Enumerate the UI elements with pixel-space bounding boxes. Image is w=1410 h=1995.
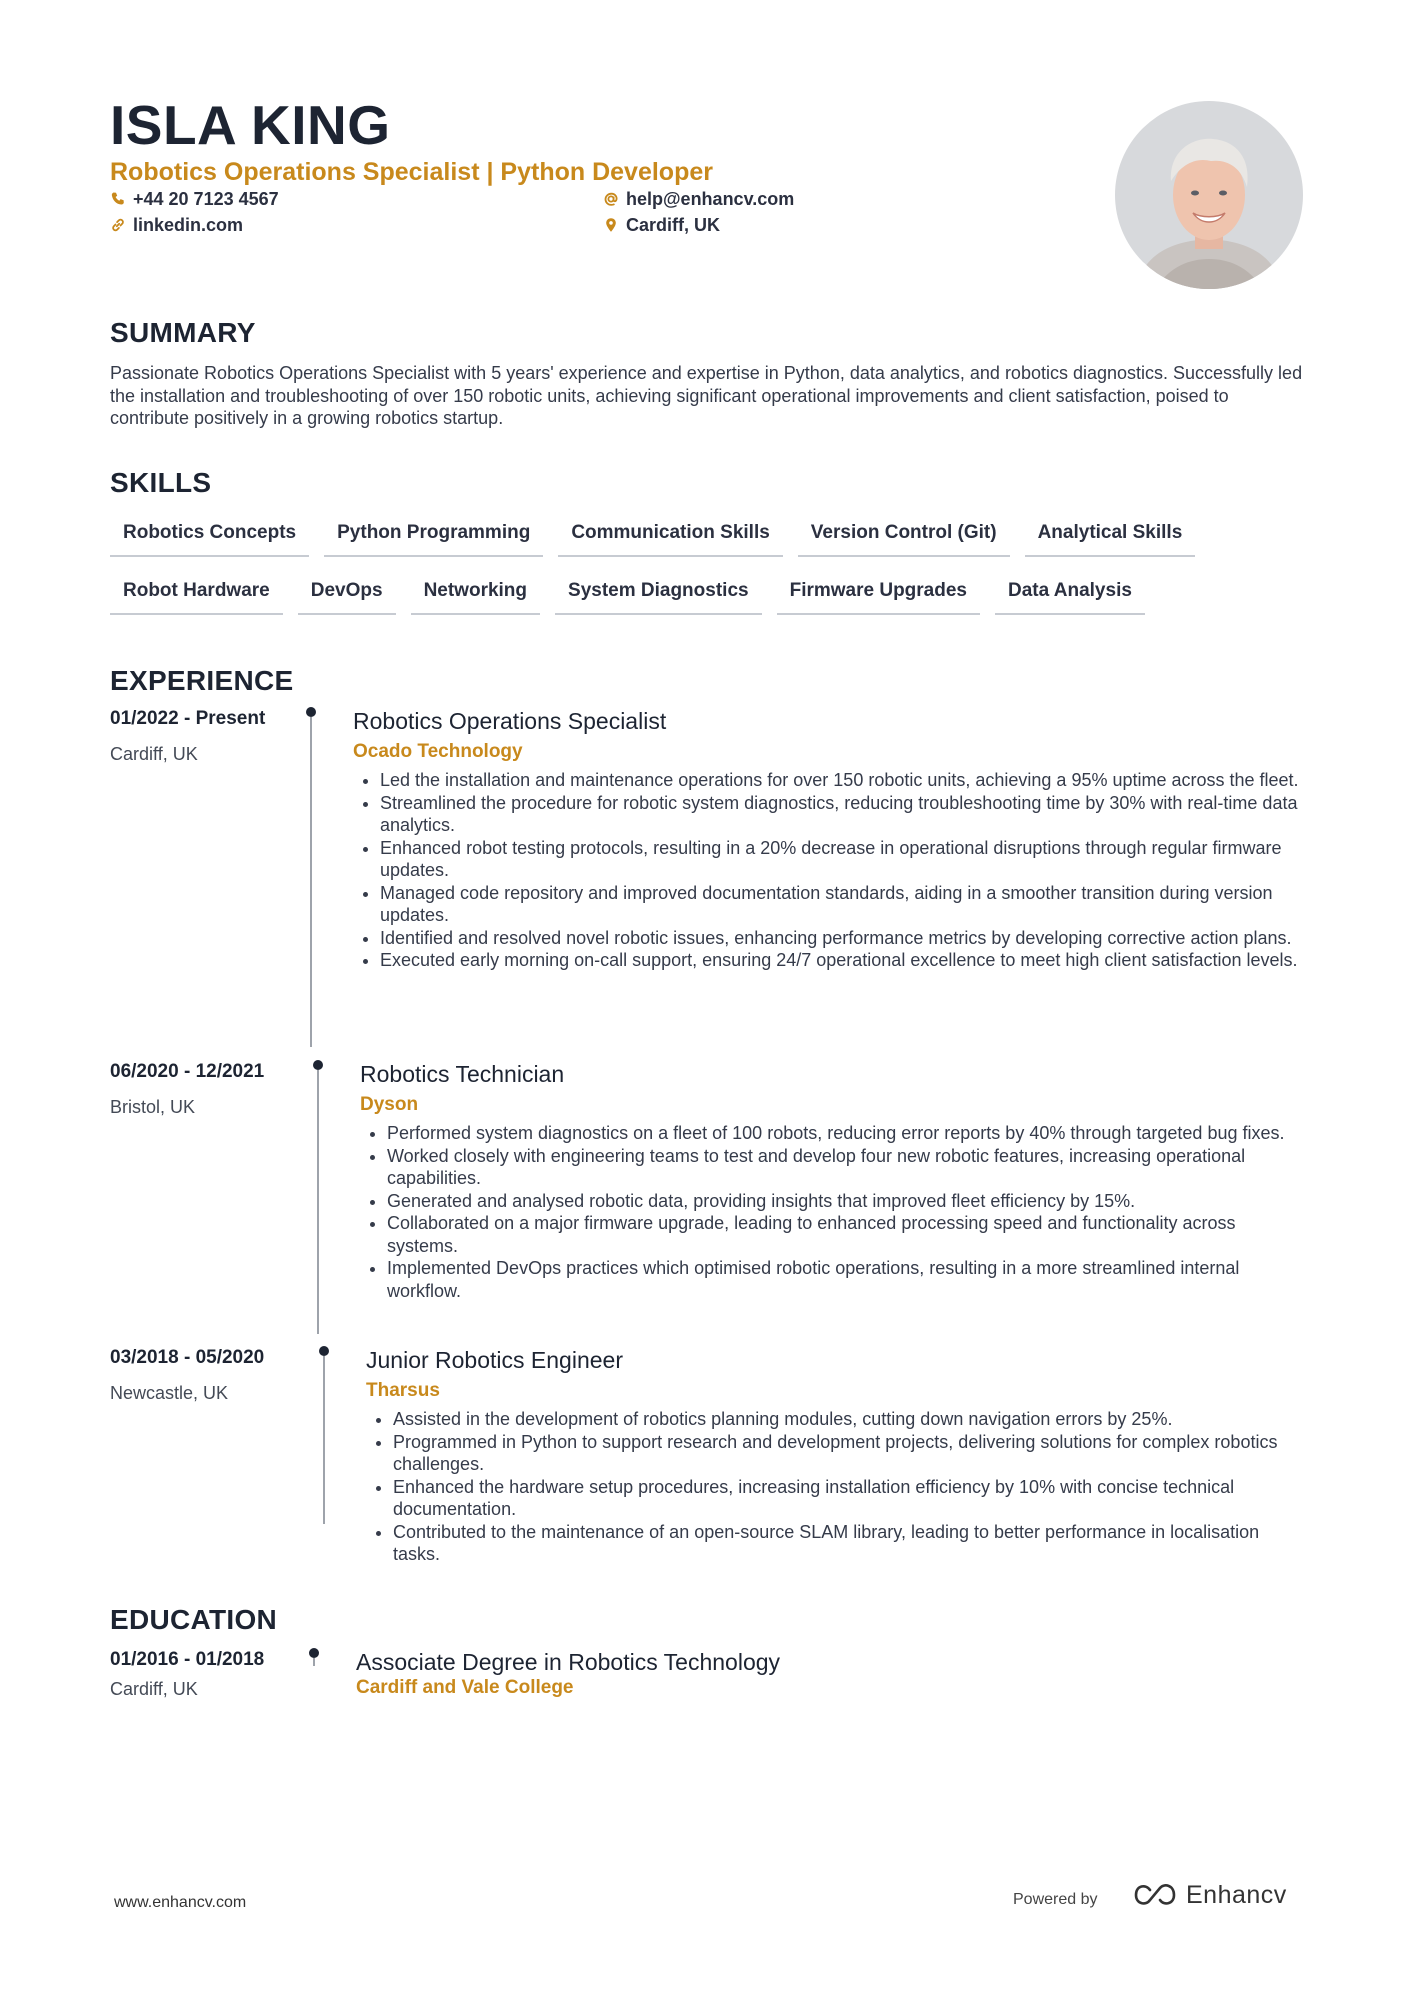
- education-school: Cardiff and Vale College: [356, 1677, 574, 1698]
- portrait-image: [1115, 101, 1303, 289]
- job-bullet: • Led the installation and maintenance operations for over 150 robotic units, achieving a 95% uptime across the fleet.: [380, 769, 1303, 792]
- timeline-dot: [306, 707, 316, 717]
- skill-tag: System Diagnostics: [555, 579, 762, 615]
- job-company: Tharsus: [366, 1380, 440, 1401]
- job-entry: [366, 1345, 1306, 1566]
- job-entry: [353, 706, 1303, 972]
- job-bullet: • Programmed in Python to support research and development projects, delivering solutions for complex robotics challenges.: [393, 1431, 1306, 1476]
- job-company: Ocado Technology: [353, 741, 523, 762]
- job-bullets: [366, 1408, 1306, 1566]
- skill-tag: Python Programming: [324, 521, 543, 557]
- job-bullet: • Worked closely with engineering teams to test and develop four new robotic features, increasing operational capabilities.: [387, 1145, 1305, 1190]
- enhancv-logo: [1132, 1880, 1287, 1910]
- skill-tag: Communication Skills: [558, 521, 782, 557]
- footer-url[interactable]: www.enhancv.com: [114, 1894, 247, 1911]
- job-bullets: [360, 1122, 1305, 1302]
- job-bullets: [353, 769, 1303, 972]
- phone-text: +44 20 7123 4567: [133, 189, 279, 209]
- contact-location: [603, 213, 720, 237]
- at-icon: [603, 191, 619, 207]
- contact-phone: [110, 187, 279, 211]
- timeline-line: [313, 1658, 315, 1666]
- timeline-line: [323, 1356, 325, 1524]
- job-role: Junior Robotics Engineer: [366, 1347, 623, 1373]
- email-text: help@enhancv.com: [626, 189, 795, 209]
- job-bullet: • Implemented DevOps practices which optimised robotic operations, resulting in a more streamlined internal workflow.: [387, 1257, 1305, 1302]
- job-dates: 03/2018 - 05/2020: [110, 1347, 265, 1368]
- job-company: Dyson: [360, 1094, 419, 1115]
- job-bullet: • Streamlined the procedure for robotic system diagnostics, reducing troubleshooting time by 30% with real-time data analytics.: [380, 792, 1303, 837]
- job-location: Newcastle, UK: [110, 1383, 229, 1403]
- candidate-headline: Robotics Operations Specialist | Python Developer: [110, 158, 713, 186]
- skill-tag: Robotics Concepts: [110, 521, 309, 557]
- job-location: Bristol, UK: [110, 1097, 196, 1117]
- timeline-dot: [309, 1648, 319, 1658]
- candidate-name: ISLA KING: [110, 94, 391, 156]
- education-title: EDUCATION: [110, 1604, 278, 1635]
- education-degree: Associate Degree in Robotics Technology: [356, 1649, 781, 1675]
- job-bullet: • Managed code repository and improved documentation standards, aiding in a smoother transition during version updates.: [380, 882, 1303, 927]
- powered-by-label: Powered by: [1013, 1891, 1098, 1908]
- education-entry: [356, 1647, 1256, 1700]
- job-bullet: • Generated and analysed robotic data, providing insights that improved fleet efficiency by 15%.: [387, 1190, 1305, 1213]
- job-bullet: • Executed early morning on-call support, ensuring 24/7 operational excellence to meet high client satisfaction levels.: [380, 949, 1303, 972]
- education-dates: 01/2016 - 01/2018: [110, 1649, 265, 1670]
- job-role: Robotics Operations Specialist: [353, 708, 667, 734]
- profile-photo: [1115, 101, 1303, 289]
- timeline-line: [317, 1070, 319, 1334]
- contact-linkedin[interactable]: [110, 213, 243, 237]
- skill-tag: Firmware Upgrades: [777, 579, 980, 615]
- skill-tag: Version Control (Git): [798, 521, 1010, 557]
- phone-icon: [110, 191, 126, 207]
- job-dates: 06/2020 - 12/2021: [110, 1061, 265, 1082]
- job-dates: 01/2022 - Present: [110, 708, 266, 729]
- job-bullet: • Collaborated on a major firmware upgrade, leading to enhanced processing speed and functionality across systems.: [387, 1212, 1305, 1257]
- skills-title: SKILLS: [110, 467, 212, 498]
- skill-tag: Analytical Skills: [1025, 521, 1196, 557]
- location-text: Cardiff, UK: [626, 215, 720, 235]
- skill-tag: Networking: [411, 579, 540, 615]
- job-bullet: • Contributed to the maintenance of an open-source SLAM library, leading to better performance in localisation tasks.: [393, 1521, 1306, 1566]
- link-icon: [110, 217, 126, 233]
- timeline-line: [310, 717, 312, 1047]
- job-bullet: • Assisted in the development of robotics planning modules, cutting down navigation errors by 25%.: [393, 1408, 1306, 1431]
- job-role: Robotics Technician: [360, 1061, 565, 1087]
- job-bullet: • Enhanced robot testing protocols, resulting in a 20% decrease in operational disruptions through regular firmware updates.: [380, 837, 1303, 882]
- job-location: Cardiff, UK: [110, 744, 198, 764]
- job-bullet: • Enhanced the hardware setup procedures, increasing installation efficiency by 10% with concise technical documentation.: [393, 1476, 1306, 1521]
- job-bullet: • Performed system diagnostics on a fleet of 100 robots, reducing error reports by 40% through targeted bug fixes.: [387, 1122, 1305, 1145]
- skills-row-2: [110, 579, 1160, 615]
- timeline-dot: [313, 1060, 323, 1070]
- job-entry: [360, 1059, 1305, 1302]
- timeline-dot: [319, 1346, 329, 1356]
- job-bullet: • Identified and resolved novel robotic issues, enhancing performance metrics by developing corrective action plans.: [380, 927, 1303, 950]
- enhancv-logo-text: Enhancv: [1186, 1881, 1287, 1909]
- experience-title: EXPERIENCE: [110, 665, 294, 696]
- summary-text: Passionate Robotics Operations Specialist with 5 years' experience and expertise in Python, data analytics, and robotics diagnostics. Successfully led the installation and troubleshooting of over 150 robotic units, achieving significant operational improvements and client satisfaction, poised to contribute positively in a growing robotics startup.: [110, 363, 1303, 428]
- linkedin-text: linkedin.com: [133, 215, 244, 235]
- skill-tag: DevOps: [298, 579, 396, 615]
- skill-tag: Data Analysis: [995, 579, 1145, 615]
- skills-row-1: [110, 521, 1210, 557]
- contact-email[interactable]: [603, 187, 794, 211]
- summary-title: SUMMARY: [110, 317, 256, 348]
- enhancv-logo-icon: [1132, 1882, 1178, 1908]
- skill-tag: Robot Hardware: [110, 579, 283, 615]
- location-pin-icon: [603, 217, 619, 233]
- education-location: Cardiff, UK: [110, 1679, 198, 1699]
